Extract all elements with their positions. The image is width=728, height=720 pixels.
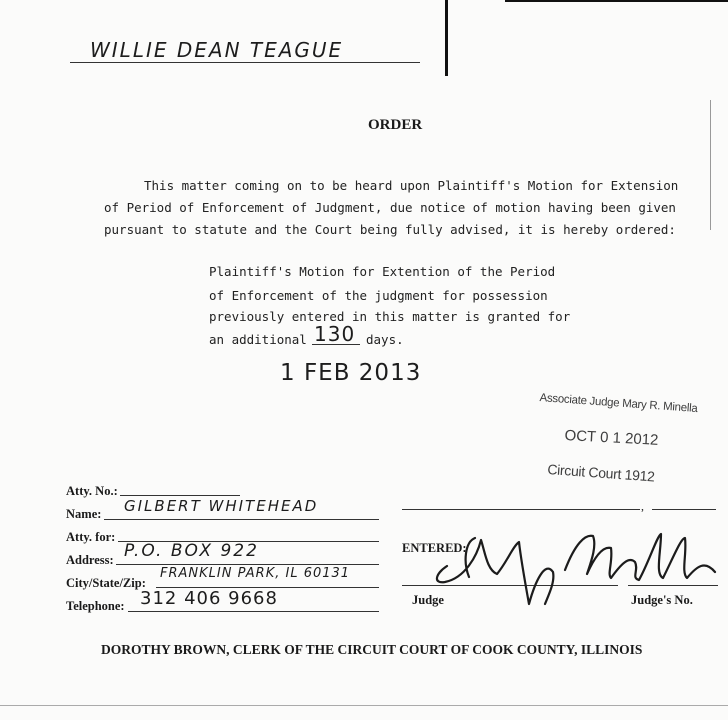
address-value: P.O. BOX 922 xyxy=(124,541,259,561)
order-line-2: of Enforcement of the judgment for possession xyxy=(209,288,548,303)
city-value: FRANKLIN PARK, IL 60131 xyxy=(160,566,351,581)
case-name-underline xyxy=(70,62,420,63)
order-line-3: previously entered in this matter is granted for xyxy=(209,309,571,324)
city-label: City/State/Zip: xyxy=(66,576,146,590)
order-line-4-prefix: an additional xyxy=(209,332,307,347)
days-value: 130 xyxy=(314,322,356,346)
stamp-judge: Associate Judge Mary R. Minella xyxy=(539,392,698,416)
order-line-1: Plaintiff's Motion for Extention of the Period xyxy=(209,264,556,279)
name-label: Name: xyxy=(66,507,102,521)
body-line-2: of Period of Enforcement of Judgment, due notice of motion having been given xyxy=(104,200,676,215)
telephone-value: 312 406 9668 xyxy=(140,588,278,609)
name-line xyxy=(104,519,379,520)
scan-edge-vertical xyxy=(445,0,448,76)
stamp-date: OCT 0 1 2012 xyxy=(564,427,659,449)
entered-label: ENTERED: xyxy=(402,541,467,555)
stamp-court: Circuit Court 1912 xyxy=(546,461,656,485)
order-line-4-suffix: days. xyxy=(366,332,404,347)
judge-no-label: Judge's No. xyxy=(631,593,693,607)
scan-edge-horizontal xyxy=(505,0,728,2)
atty-no-label: Atty. No.: xyxy=(66,484,118,498)
body-line-3: pursuant to statute and the Court being fully advised, it is hereby ordered: xyxy=(104,222,676,237)
entered-comma: , xyxy=(641,499,644,513)
scan-edge-bottom xyxy=(0,705,728,706)
telephone-label: Telephone: xyxy=(66,599,125,613)
body-line-1: This matter coming on to be heard upon Plaintiff's Motion for Extension xyxy=(144,178,679,193)
footer-clerk: DOROTHY BROWN, CLERK OF THE CIRCUIT COURT OF COOK COUNTY, ILLINOIS xyxy=(101,642,643,657)
page-title: ORDER xyxy=(368,117,423,133)
handwritten-date: 1 FEB 2013 xyxy=(280,360,422,386)
attorney-name: GILBERT WHITEHEAD xyxy=(124,497,319,515)
entered-date-line xyxy=(402,509,640,510)
address-label: Address: xyxy=(66,553,114,567)
judge-label: Judge xyxy=(412,593,444,607)
address-line xyxy=(116,564,379,565)
entered-year-line xyxy=(652,509,716,510)
case-name: WILLIE DEAN TEAGUE xyxy=(90,38,344,62)
atty-for-label: Atty. for: xyxy=(66,530,116,544)
scan-edge-right xyxy=(710,100,711,230)
atty-no-line xyxy=(120,495,240,496)
telephone-line xyxy=(128,611,379,612)
